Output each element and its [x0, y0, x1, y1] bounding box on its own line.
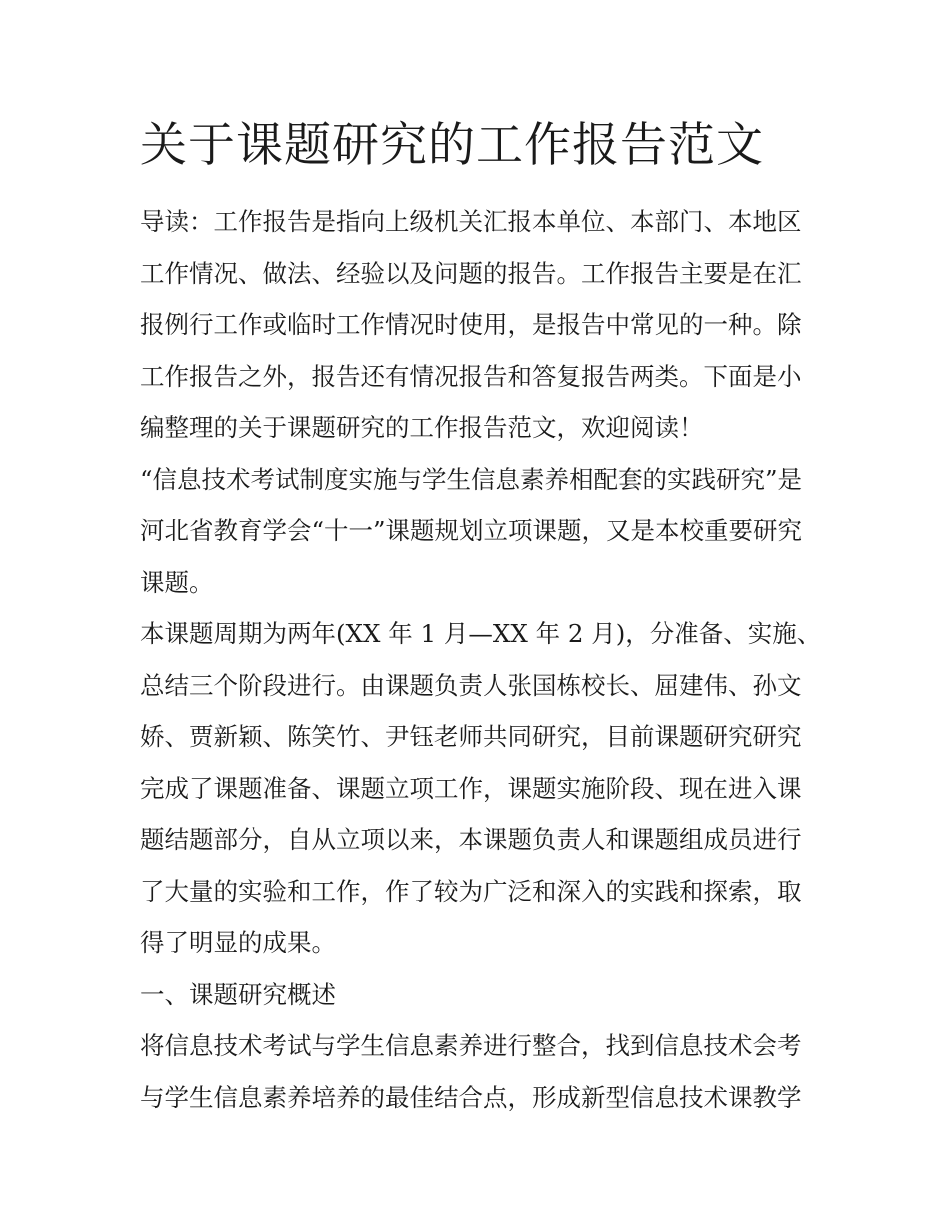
- text-line: 将信息技术考试与学生信息素养进行整合，找到信息技术会考: [140, 1031, 802, 1060]
- text-line: 完成了课题准备、课题立项工作，课题实施阶段、现在进入课: [140, 773, 802, 803]
- text-line: 了大量的实验和工作，作了较为广泛和深入的实践和探索，取: [140, 876, 802, 906]
- text-line: “信息技术考试制度实施与学生信息素养相配套的实践研究”是: [140, 464, 803, 494]
- document-body: [140, 196, 820, 1123]
- text-line: 题结题部分，自从立项以来，本课题负责人和课题组成员进行: [140, 825, 802, 854]
- text-line: 编整理的关于课题研究的工作报告范文，欢迎阅读！: [140, 413, 704, 442]
- text-line: 娇、贾新颖、陈笑竹、尹钰老师共同研究，目前课题研究研究: [140, 722, 802, 751]
- text-line: 导读：工作报告是指向上级机关汇报本单位、本部门、本地区: [140, 207, 802, 236]
- text-line: 河北省教育学会“十一”课题规划立项课题，又是本校重要研究: [140, 516, 803, 545]
- document-title: 关于课题研究的工作报告范文: [140, 118, 764, 173]
- text-line: 课题。: [140, 567, 214, 597]
- section-heading: 一、课题研究概述: [140, 979, 336, 1009]
- text-line: 本课题周期为两年(XX 年 1 月—XX 年 2 月)，分准备、实施、: [140, 619, 822, 648]
- text-line: 得了明显的成果。: [140, 928, 336, 957]
- text-line: 工作报告之外，报告还有情况报告和答复报告两类。下面是小: [140, 361, 802, 391]
- text-line: 报例行工作或临时工作情况时使用，是报告中常见的一种。除: [140, 310, 802, 339]
- text-line: 与学生信息素养培养的最佳结合点，形成新型信息技术课教学: [140, 1082, 802, 1112]
- text-line: 工作情况、做法、经验以及问题的报告。工作报告主要是在汇: [140, 258, 802, 288]
- text-line: 总结三个阶段进行。由课题负责人张国栋校长、屈建伟、孙文: [140, 670, 802, 700]
